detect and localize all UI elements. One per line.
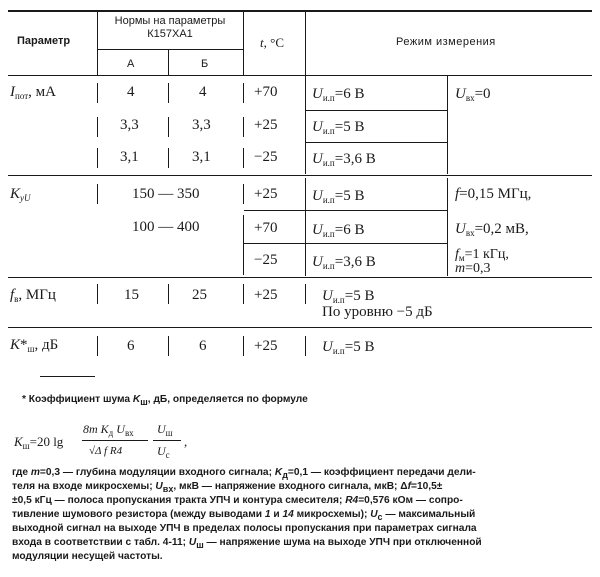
t-tick-7 <box>243 336 244 356</box>
fv-a: 15 <box>124 287 139 303</box>
fv-rule-bottom <box>8 327 592 328</box>
footnote-line-3: ±0,5 кГц — полоса пропускания тракта УПЧ и контура смесителя; R4=0,576 кОм — сопро- <box>12 495 463 506</box>
extra-line-2 <box>447 178 448 276</box>
ipot-r3-a: 3,1 <box>120 149 139 165</box>
kyu-extra-4: m=0,3 <box>455 261 491 276</box>
ipot-rule-1 <box>305 110 447 111</box>
fv-label: $f_в$, МГц <box>10 287 56 304</box>
footnote-line-5: выходной сигнал на выходе УПЧ в пределах полосы пропускания при параметрах сигнала <box>12 523 477 534</box>
ipot-r2-b: 3,3 <box>192 117 211 133</box>
footnote-intro: * Коэффициент шума $K_ш$, дБ, определяется по формуле <box>22 394 308 407</box>
ipot-r1-b: 4 <box>199 84 207 100</box>
extra-line-1 <box>447 76 448 174</box>
formula-num1: 8m $K_д$ $U_{вх}$ <box>83 422 134 438</box>
kyu-r2-range: 100 — 400 <box>132 219 200 235</box>
row-tick-2 <box>97 117 98 137</box>
ipot-label: $I_{пот}$, мА <box>10 84 56 101</box>
mode-line-2 <box>305 178 306 276</box>
header-norms: Нормы на параметры К157ХА1 <box>114 15 226 40</box>
t-tick-1 <box>243 83 244 103</box>
footnote-line-2: теля на входе микросхемы; $U_{вх}$, мкВ — напряжение входного сигнала, мкВ; Δf=10,5± <box>12 481 443 494</box>
row-tick-3 <box>97 148 98 168</box>
ab-tick-4 <box>168 284 169 304</box>
kyu-r1-range: 150 — 350 <box>132 186 200 202</box>
header-divider-3 <box>243 10 244 76</box>
kyu-r2-mode: $U_{и.п}=6$ В <box>312 222 365 239</box>
header-col-a: А <box>127 58 135 70</box>
header-divider-2 <box>168 49 169 76</box>
kyu-label: $K_{yU}$ <box>10 186 31 203</box>
footnote-line-6: входа в соответствии с табл. 4-11; $U_ш$ — напряжение шума на выходе УПЧ при отключенной <box>12 537 482 550</box>
ipot-r1-mode: $U_{и.п}=6$ В <box>312 86 365 103</box>
ipot-r3-t: −25 <box>254 149 278 165</box>
kyu-extra-2: $U_{вх}=0,2$ мВ, <box>455 221 529 238</box>
ksh-mode: $U_{и.п}=5$ В <box>322 339 375 356</box>
formula-lhs: $K_ш=20$ lg <box>14 434 64 451</box>
ipot-rule-bottom <box>8 175 592 176</box>
row-tick-1 <box>97 83 98 103</box>
header-temp: t, °C <box>260 35 284 50</box>
fv-mode-1: $U_{и.п}=5$ В <box>322 288 375 305</box>
ksh-a: 6 <box>127 338 135 354</box>
formula-fraction-1 <box>82 440 148 441</box>
t-tick-4 <box>243 184 244 204</box>
kyu-extra-1: f=0,15 МГц, <box>455 186 532 202</box>
mode-line-1 <box>305 76 306 174</box>
formula-fraction-2 <box>153 440 181 441</box>
ipot-r1-t: +70 <box>254 84 278 100</box>
ipot-r2-t: +25 <box>254 117 278 133</box>
kyu-r2-t: +70 <box>254 220 278 236</box>
ksh-label: $K*_ш$, дБ <box>10 337 59 354</box>
ab-tick-2 <box>168 117 169 137</box>
norms-subheader-rule <box>97 49 243 50</box>
formula-den2: $U_с$ <box>157 444 170 460</box>
kyu-extra-3: $f_м=1$ кГц, <box>455 247 509 263</box>
kyu-r1-t: +25 <box>254 186 278 202</box>
header-divider-1 <box>97 10 98 76</box>
kyu-rule-2 <box>244 243 447 244</box>
header-col-b: Б <box>201 58 209 70</box>
fv-t: +25 <box>254 287 278 303</box>
ksh-t: +25 <box>254 338 278 354</box>
formula-tail: , <box>184 434 188 449</box>
mode-tick-4 <box>305 336 306 356</box>
t-tick-3 <box>243 148 244 168</box>
kyu-r3-mode: $U_{и.п}=3,6$ В <box>312 254 376 271</box>
formula-num2: $U_ш$ <box>157 422 173 438</box>
ipot-r3-mode: $U_{и.п}=3,6$ В <box>312 151 376 168</box>
footnote-line-1: где m=0,3 — глубина модуляции входного сигнала; $K_д=0,1$ — коэффициент передачи дели- <box>12 467 476 480</box>
table-header-rule <box>8 75 592 76</box>
ab-tick-1 <box>168 83 169 103</box>
header-divider-4 <box>305 10 306 76</box>
header-mode: Режим измерения <box>396 36 496 48</box>
t-tick-6 <box>243 284 244 304</box>
ab-tick-5 <box>168 336 169 356</box>
footnote-rule <box>40 376 95 377</box>
kyu-rule-1 <box>244 210 447 211</box>
header-param: Параметр <box>17 35 71 47</box>
t-tick-2 <box>243 117 244 137</box>
row-tick-4 <box>97 184 98 204</box>
mode-tick-3 <box>305 284 306 304</box>
ipot-r3-b: 3,1 <box>192 149 211 165</box>
ipot-r1-a: 4 <box>127 84 135 100</box>
kyu-r3-t: −25 <box>254 252 278 268</box>
footnote-line-7: модуляции несущей частоты. <box>12 551 163 562</box>
fv-mode-2: По уровню −5 дБ <box>322 304 433 320</box>
ksh-b: 6 <box>199 338 207 354</box>
fv-b: 25 <box>192 287 207 303</box>
ipot-extra: $U_{вх}=0$ <box>455 86 491 103</box>
formula-den1: √Δ f R4 <box>89 445 123 457</box>
ipot-rule-2 <box>305 142 447 143</box>
footnote-line-4: тивление шумового резистора (между выводами 1 и 14 микросхемы); $U_с$ — максимальный <box>12 509 476 522</box>
kyu-rule-bottom <box>8 277 592 278</box>
row-tick-5 <box>97 284 98 304</box>
kyu-r1-mode: $U_{и.п}=5$ В <box>312 188 365 205</box>
t-tick-5 <box>243 215 244 275</box>
row-tick-6 <box>97 336 98 356</box>
ipot-r2-a: 3,3 <box>120 117 139 133</box>
ab-tick-3 <box>168 148 169 168</box>
ipot-r2-mode: $U_{и.п}=5$ В <box>312 119 365 136</box>
table-top-rule <box>8 10 592 12</box>
